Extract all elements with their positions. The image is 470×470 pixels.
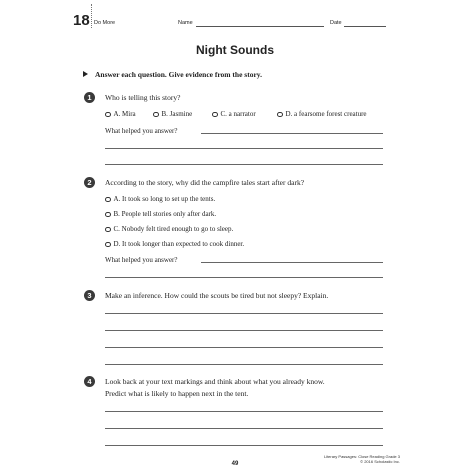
credit-line-1: Literary Passages: Close Reading Grade 3 xyxy=(323,454,400,459)
question-number-1: 1 xyxy=(84,92,95,103)
q3-answer-line-3[interactable] xyxy=(105,347,383,348)
q2-answer-line-1[interactable] xyxy=(201,262,383,263)
arrow-icon xyxy=(83,71,88,77)
radio-icon[interactable] xyxy=(105,227,111,233)
q1-answer-line-3[interactable] xyxy=(105,164,383,165)
q2-option-b[interactable]: B. People tell stories only after dark. xyxy=(105,210,216,218)
question-3-text: Make an inference. How could the scouts be tired but not sleepy? Explain. xyxy=(105,291,329,300)
question-number-4: 4 xyxy=(84,376,95,387)
question-4-text-line-2: Predict what is likely to happen next in the tent. xyxy=(105,389,249,398)
radio-icon[interactable] xyxy=(212,112,218,118)
q1-answer-line-1[interactable] xyxy=(201,133,383,134)
question-4-text-line-1: Look back at your text markings and think about what you already know. xyxy=(105,377,325,386)
question-number-3: 3 xyxy=(84,290,95,301)
q2-option-c[interactable]: C. Nobody felt tired enough to go to sleep. xyxy=(105,225,233,233)
name-label: Name xyxy=(178,20,193,26)
q3-answer-line-2[interactable] xyxy=(105,330,383,331)
q1-option-a[interactable]: A. Mira xyxy=(105,110,136,118)
radio-icon[interactable] xyxy=(105,197,111,203)
radio-icon[interactable] xyxy=(153,112,159,118)
instructions: Answer each question. Give evidence from the story. xyxy=(95,70,262,79)
question-number-2: 2 xyxy=(84,177,95,188)
footer-page-number: 49 xyxy=(231,461,239,467)
q2-helped-label: What helped you answer? xyxy=(105,256,178,264)
header-divider xyxy=(91,4,92,28)
radio-icon[interactable] xyxy=(105,212,111,218)
q1-option-b[interactable]: B. Jasmine xyxy=(153,110,192,118)
radio-icon[interactable] xyxy=(105,112,111,118)
date-label: Date xyxy=(330,20,342,26)
q4-answer-line-3[interactable] xyxy=(105,445,383,446)
radio-icon[interactable] xyxy=(105,242,111,248)
q1-option-d[interactable]: D. a fearsome forest creature xyxy=(277,110,367,118)
radio-icon[interactable] xyxy=(277,112,283,118)
skill-label: Do More xyxy=(94,20,116,26)
q1-option-c[interactable]: C. a narrator xyxy=(212,110,256,118)
q2-option-d[interactable]: D. It took longer than expected to cook dinner. xyxy=(105,240,244,248)
copyright-credit xyxy=(300,454,400,464)
q4-answer-line-1[interactable] xyxy=(105,411,383,412)
q3-answer-line-4[interactable] xyxy=(105,364,383,365)
page-title: Night Sounds xyxy=(196,43,274,57)
credit-line-2: © 2016 Scholastic Inc. xyxy=(360,459,400,464)
q1-helped-label: What helped you answer? xyxy=(105,127,178,135)
question-2-text: According to the story, why did the campfire tales start after dark? xyxy=(105,178,305,187)
q1-answer-line-2[interactable] xyxy=(105,148,383,149)
page-number: 18 xyxy=(73,12,90,29)
question-1-text: Who is telling this story? xyxy=(105,93,181,102)
date-line[interactable] xyxy=(344,26,386,27)
q3-answer-line-1[interactable] xyxy=(105,313,383,314)
q2-answer-line-2[interactable] xyxy=(105,277,383,278)
name-line[interactable] xyxy=(196,26,324,27)
q4-answer-line-2[interactable] xyxy=(105,428,383,429)
q2-option-a[interactable]: A. It took so long to set up the tents. xyxy=(105,195,215,203)
